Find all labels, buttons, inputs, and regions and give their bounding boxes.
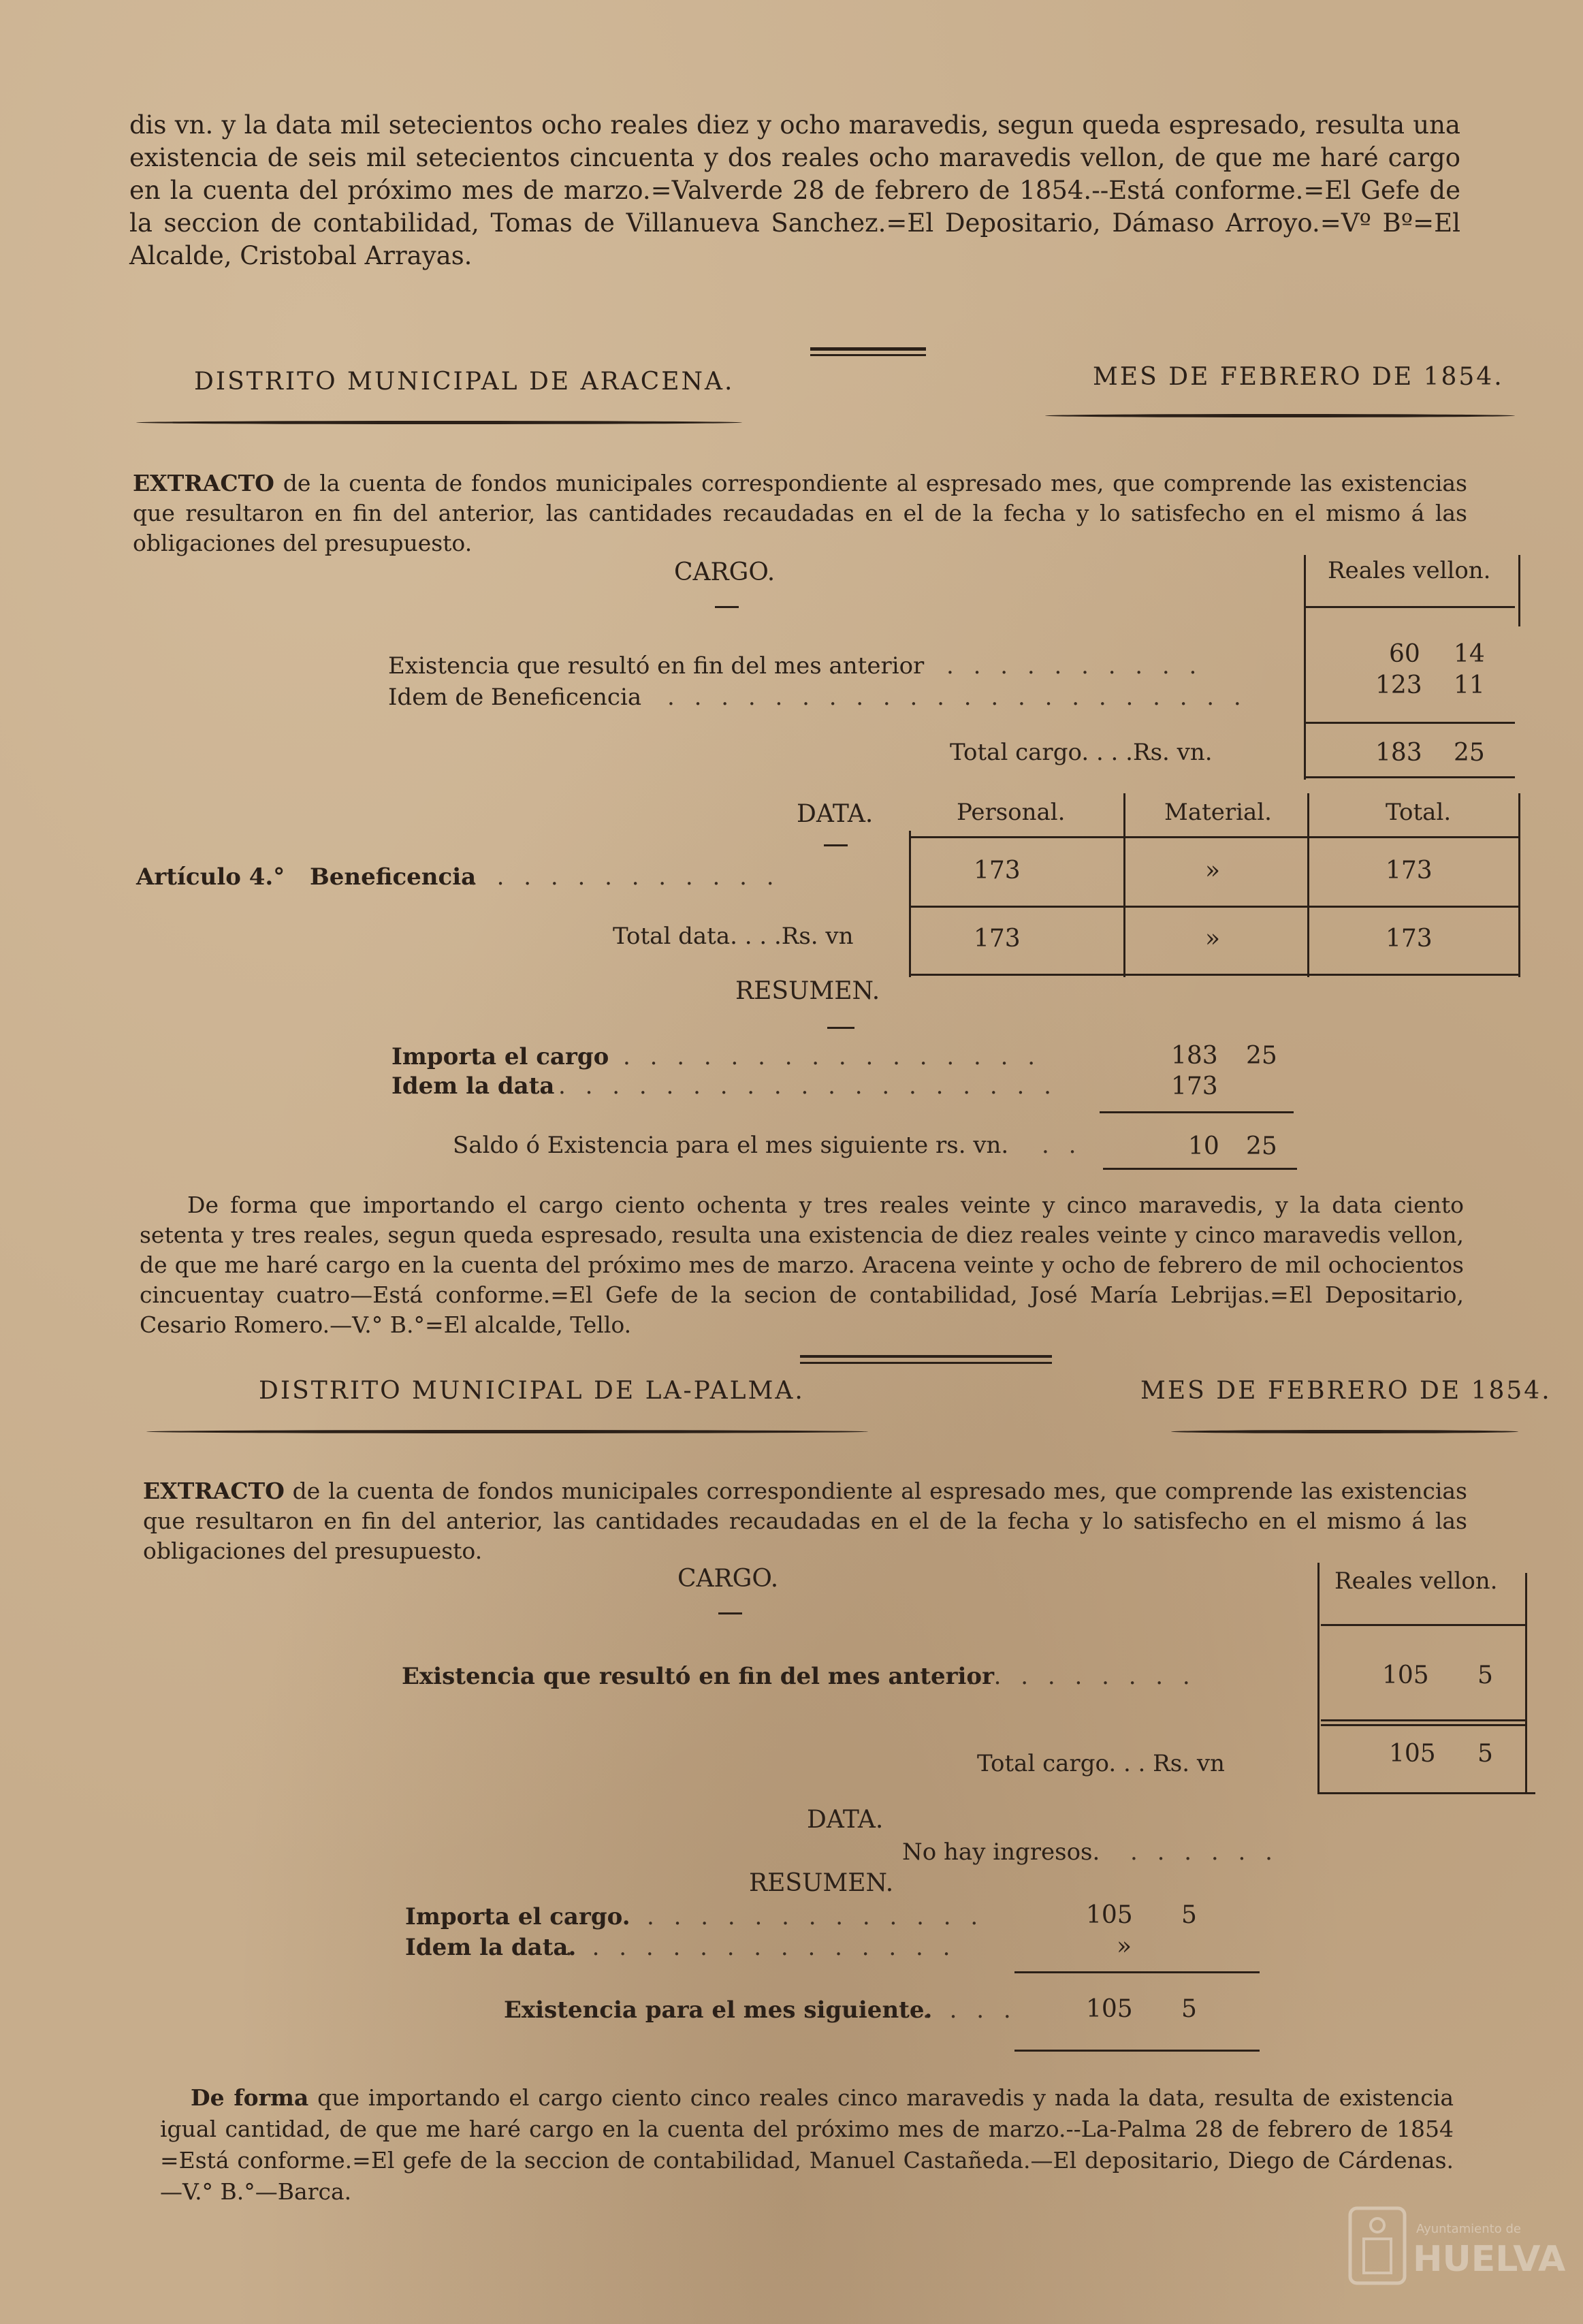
no-ingresos: No hay ingresos.	[902, 1838, 1100, 1866]
extracto-text: de la cuenta de fondos municipales correspondiente al espresado mes, que comprende las existencias que resultaron en fin del anterior, las cantidades recaudadas en el de la fecha y lo satisfecho en el mismo á las obligaciones del presupuesto.	[143, 1478, 1467, 1564]
cargo-title: CARGO.	[677, 1565, 779, 1593]
top-paragraph: dis vn. y la data mil setecientos ocho reales diez y ocho maravedis, segun queda espresado, resulta una existencia de seis mil setecientos cincuenta y dos reales ocho maravedis vellon, de que me haré cargo en la cuenta del próximo mes de marzo.=Valverde 28 de febrero de 1854.--Está conforme.=El Gefe de la seccion de contabilidad, Tomas de Villanueva Sanchez.=El Depositario, Dámaso Arroyo.=Vº Bº=El Alcalde, Cristobal Arrayas.	[129, 110, 1460, 270]
importa-mrs: 25	[1246, 1042, 1277, 1070]
articulo-total: 173	[1386, 857, 1433, 885]
total-cargo-label: Total cargo. . . .Rs. vn.	[950, 739, 1213, 766]
watermark-main: HUELVA	[1413, 2239, 1566, 2280]
total-cargo-reales: 105	[1389, 1740, 1436, 1768]
total-cargo-mrs: 5	[1477, 1740, 1493, 1768]
total-data-total: 173	[1386, 925, 1433, 953]
saldo-mrs: 25	[1246, 1132, 1277, 1160]
leader-dots: . .	[1042, 1132, 1083, 1159]
saldo-reales: 10	[1188, 1132, 1219, 1160]
importa-mrs: 5	[1181, 1901, 1197, 1929]
reales-header: Reales vellon.	[1328, 557, 1491, 584]
leader-dots: . . . . . . . . . . . .	[470, 863, 780, 891]
cargo-item-label: Existencia que resultó en fin del mes anterior	[388, 652, 925, 680]
data-title: DATA.	[797, 800, 874, 828]
resumen-title: RESUMEN.	[735, 977, 880, 1005]
leader-dots: . . . . . . . . .	[967, 1663, 1196, 1690]
leader-dots: . . . . . . . . . . . . . . . . . . .	[558, 1072, 1057, 1100]
extracto-word: EXTRACTO	[133, 470, 274, 496]
col-total: Total.	[1386, 799, 1452, 826]
month-title-aracena: MES DE FEBRERO DE 1854.	[1093, 363, 1504, 391]
total-cargo-reales: 183	[1375, 739, 1422, 767]
total-data-material: »	[1205, 925, 1221, 953]
existencia-label: Existencia para el mes siguiente.	[504, 1996, 933, 2024]
cargo-item-reales: 105	[1382, 1661, 1429, 1689]
leader-dots: . . . .	[923, 1996, 1017, 2024]
articulo-name: Beneficencia	[310, 863, 477, 891]
cargo-title: CARGO.	[674, 558, 775, 586]
idem-data-label: Idem la data.	[405, 1934, 577, 1961]
idem-data-reales: »	[1117, 1932, 1132, 1960]
existencia-reales: 105	[1086, 1995, 1133, 2023]
cargo-item-label: Idem de Beneficencia	[388, 684, 642, 711]
closing-aracena: De forma que importando el cargo ciento ochenta y tres reales veinte y cinco maravedis, y la data ciento setenta y tres reales, segun queda espresado, resulta una existencia de diez reales veinte y cinco maravedis vellon, de que me haré cargo en la cuenta del próximo mes de marzo. Aracena veinte y ocho de febrero de mil ochocientos cincuentay cuatro—Está conforme.=El Gefe de la secion de contabilidad, José María Lebrijas.=El Depositario, Cesario Romero.—V.° B.°=El alcalde, Tello.	[140, 1192, 1464, 1338]
closing-lapalma	[160, 2082, 1454, 2208]
extracto-word: EXTRACTO	[143, 1478, 285, 1504]
cargo-item-label: Existencia que resultó en fin del mes anterior	[402, 1663, 995, 1690]
leader-dots: . . . . . .	[1130, 1838, 1279, 1866]
importa-label: Importa el cargo	[391, 1043, 609, 1070]
idem-data-label: Idem la data	[391, 1072, 555, 1100]
cargo-item-reales: 123	[1375, 671, 1422, 699]
cargo-item-mrs: 11	[1454, 671, 1485, 699]
articulo-material: »	[1205, 857, 1221, 885]
extracto-text: de la cuenta de fondos municipales correspondiente al espresado mes, que comprende las existencias que resultaron en fin del anterior, las cantidades recaudadas en el de la fecha y lo satisfecho en el mismo á las obligaciones del presupuesto.	[133, 470, 1467, 556]
total-data-label: Total data. . . .Rs. vn	[613, 923, 854, 950]
resumen-title: RESUMEN.	[749, 1869, 894, 1897]
col-personal: Personal.	[957, 799, 1066, 826]
district-title-aracena: DISTRITO MUNICIPAL DE ARACENA.	[194, 368, 735, 396]
leader-dots: . . . . . . . . . . . . .	[647, 1903, 985, 1930]
cargo-item-reales: 60	[1389, 640, 1420, 668]
cargo-item-mrs: 14	[1454, 640, 1485, 668]
cargo-item-mrs: 5	[1477, 1661, 1493, 1689]
extracto-lapalma	[143, 1476, 1467, 1566]
importa-reales: 105	[1086, 1901, 1133, 1929]
reales-header: Reales vellon.	[1334, 1567, 1498, 1595]
articulo-personal: 173	[974, 857, 1021, 885]
data-title: DATA.	[807, 1806, 884, 1834]
leader-dots: . . . . . . . . . .	[946, 652, 1203, 680]
month-title-lapalma: MES DE FEBRERO DE 1854.	[1140, 1377, 1552, 1405]
importa-label: Importa el cargo.	[405, 1903, 630, 1930]
closing-text: que importando el cargo ciento cinco reales cinco maravedis y nada la data, resulta de existencia igual cantidad, de que me haré cargo en la cuenta del próximo mes de marzo.--La-Palma 28 de febrero de 1854 =Está conforme.=El gefe de la seccion de contabilidad, Manuel Castañeda.—El depositario, Diego de Cárdenas.—V.° B.°—Barca.	[160, 2084, 1454, 2205]
leader-dots: . . . . . . . . . . . . . . . . . . . . . .	[667, 684, 1247, 711]
closing-word: De forma	[191, 2084, 309, 2111]
watermark-top: Ayuntamiento de	[1416, 2222, 1521, 2236]
existencia-mrs: 5	[1181, 1995, 1197, 2023]
total-cargo-mrs: 25	[1454, 739, 1485, 767]
extracto-aracena	[133, 468, 1467, 558]
col-material: Material.	[1164, 799, 1272, 826]
idem-data-reales: 173	[1171, 1072, 1218, 1100]
total-cargo-label: Total cargo. . . Rs. vn	[977, 1750, 1225, 1777]
total-data-personal: 173	[974, 925, 1021, 953]
leader-dots: . . . . . . . . . . . . . . .	[565, 1934, 957, 1961]
saldo-label: Saldo ó Existencia para el mes siguiente rs. vn.	[453, 1132, 1009, 1159]
articulo-label: Artículo 4.°	[136, 863, 285, 891]
district-title-lapalma: DISTRITO MUNICIPAL DE LA-PALMA.	[259, 1377, 805, 1405]
importa-reales: 183	[1171, 1042, 1218, 1070]
huelva-watermark	[1345, 2195, 1566, 2297]
leader-dots: . . . . . . . . . . . . . . . .	[623, 1043, 1042, 1070]
